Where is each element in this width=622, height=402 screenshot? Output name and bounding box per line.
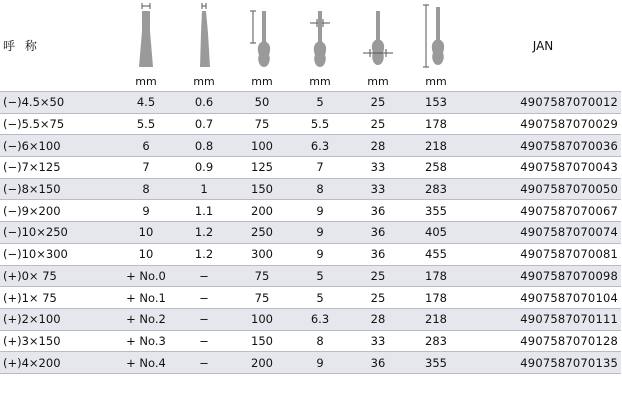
blade-thickness-cell: 1: [200, 182, 208, 197]
nominal-size-cell: (+)4×200: [3, 355, 61, 370]
nominal-size-cell: (+)3×150: [3, 333, 61, 348]
shaft-diameter-cell: 5: [316, 95, 324, 110]
table-row: [0, 222, 621, 244]
blade-width-cell: + No.4: [126, 355, 166, 370]
jan-code-cell: 4907587070043: [520, 160, 618, 175]
blade-thickness-cell: −: [199, 312, 209, 327]
nominal-size-cell: (+)0× 75: [3, 268, 57, 283]
blade-width-cell: + No.0: [126, 268, 166, 283]
jan-code-cell: 4907587070074: [520, 225, 618, 240]
handle-diameter-icon: [349, 0, 407, 72]
blade-length-cell: 75: [254, 117, 270, 132]
header-icon-row: [0, 0, 621, 72]
handle-diameter-cell: 36: [370, 355, 386, 370]
blade-width-cell: 4.5: [136, 95, 156, 110]
table-row: [0, 157, 621, 179]
overall-length-cell: 283: [425, 333, 447, 348]
jan-code-cell: 4907587070098: [520, 268, 618, 283]
handle-diameter-cell: 25: [370, 117, 386, 132]
overall-length-cell: 218: [425, 312, 447, 327]
blade-thickness-cell: 0.7: [194, 117, 214, 132]
nominal-size-cell: (−)4.5×50: [3, 95, 65, 110]
shaft-diameter-cell: 8: [316, 333, 324, 348]
blade-thickness-cell: 1.1: [194, 203, 214, 218]
handle-diameter-cell: 28: [370, 312, 386, 327]
blade-width-cell: 7: [142, 160, 150, 175]
nominal-size-cell: (−)6×100: [3, 138, 61, 153]
handle-diameter-cell: 33: [370, 160, 386, 175]
table-row: [0, 178, 621, 200]
overall-length-cell: 153: [425, 95, 447, 110]
nominal-size-cell: (−)7×125: [3, 160, 61, 175]
blade-length-cell: 75: [254, 290, 270, 305]
blade-length-cell: 100: [251, 138, 273, 153]
table-row: [0, 352, 621, 374]
table-row: [0, 243, 621, 265]
handle-diameter-cell: 28: [370, 138, 386, 153]
handle-diameter-cell: 33: [370, 182, 386, 197]
blade-width-cell: 8: [142, 182, 150, 197]
shaft-diameter-cell: 5.5: [310, 117, 330, 132]
table-row: [0, 200, 621, 222]
blade-width-cell: + No.1: [126, 290, 166, 305]
overall-length-cell: 178: [425, 268, 447, 283]
overall-length-cell: 218: [425, 138, 447, 153]
table-row: [0, 308, 621, 330]
blade-length-cell: 250: [251, 225, 273, 240]
unit-label: mm: [193, 75, 215, 88]
jan-code-cell: 4907587070104: [520, 290, 618, 305]
jan-code-cell: 4907587070111: [520, 312, 618, 327]
name-column-header: 呼 称: [3, 39, 40, 53]
unit-label: mm: [251, 75, 273, 88]
shaft-diameter-cell: 6.3: [310, 138, 330, 153]
blade-thickness-cell: −: [199, 268, 209, 283]
table-row: [0, 92, 621, 114]
blade-thickness-cell: 0.6: [194, 95, 214, 110]
jan-code-cell: 4907587070135: [520, 355, 618, 370]
shaft-diameter-cell: 9: [316, 225, 324, 240]
jan-code-cell: 4907587070067: [520, 203, 618, 218]
handle-diameter-cell: 36: [370, 225, 386, 240]
blade-length-cell: 300: [251, 247, 273, 262]
blade-width-cell: 6: [142, 138, 150, 153]
nominal-size-cell: (+)2×100: [3, 312, 61, 327]
blade-length-cell: 75: [254, 268, 270, 283]
jan-code-cell: 4907587070050: [520, 182, 618, 197]
overall-length-cell: 455: [425, 247, 447, 262]
overall-length-cell: 178: [425, 117, 447, 132]
overall-length-cell: 355: [425, 355, 447, 370]
unit-label: mm: [135, 75, 157, 88]
jan-column-header: JAN: [532, 38, 554, 53]
overall-length-cell: 355: [425, 203, 447, 218]
table-row: [0, 287, 621, 309]
jan-code-cell: 4907587070128: [520, 333, 618, 348]
table-row: [0, 265, 621, 287]
blade-length-cell: 200: [251, 355, 273, 370]
blade-width-cell: 9: [142, 203, 150, 218]
shaft-diameter-cell: 6.3: [310, 312, 330, 327]
jan-code-cell: 4907587070081: [520, 247, 618, 262]
blade-width-cell: 5.5: [136, 117, 156, 132]
blade-length-cell: 100: [251, 312, 273, 327]
overall-length-cell: 258: [425, 160, 447, 175]
blade-width-cell: 10: [138, 225, 154, 240]
blade-length-cell: 200: [251, 203, 273, 218]
overall-length-icon: [407, 0, 465, 72]
blade-length-cell: 125: [251, 160, 273, 175]
shaft-diameter-cell: 9: [316, 203, 324, 218]
shaft-diameter-cell: 5: [316, 268, 324, 283]
handle-diameter-cell: 33: [370, 333, 386, 348]
nominal-size-cell: (−)10×250: [3, 225, 68, 240]
blade-thickness-cell: 1.2: [194, 225, 214, 240]
nominal-size-cell: (−)9×200: [3, 203, 61, 218]
jan-code-cell: 4907587070012: [520, 95, 618, 110]
nominal-size-cell: (−)8×150: [3, 182, 61, 197]
blade-thickness-cell: 0.9: [194, 160, 214, 175]
blade-length-icon: [233, 0, 291, 72]
blade-tip-thickness-icon: [175, 0, 233, 72]
overall-length-cell: 405: [425, 225, 447, 240]
blade-length-cell: 50: [254, 95, 270, 110]
shaft-diameter-cell: 8: [316, 182, 324, 197]
blade-thickness-cell: −: [199, 355, 209, 370]
blade-width-cell: + No.3: [126, 333, 166, 348]
unit-label: mm: [425, 75, 447, 88]
unit-label: mm: [367, 75, 389, 88]
nominal-size-cell: (−)10×300: [3, 247, 68, 262]
table-row: [0, 330, 621, 352]
blade-width-cell: + No.2: [126, 312, 166, 327]
table-row: [0, 135, 621, 157]
nominal-size-cell: (−)5.5×75: [3, 117, 65, 132]
unit-label: mm: [309, 75, 331, 88]
handle-diameter-cell: 25: [370, 290, 386, 305]
blade-thickness-cell: −: [199, 290, 209, 305]
shaft-diameter-cell: 9: [316, 247, 324, 262]
table-body: [0, 92, 621, 374]
handle-diameter-cell: 25: [370, 268, 386, 283]
shaft-diameter-cell: 5: [316, 290, 324, 305]
overall-length-cell: 283: [425, 182, 447, 197]
jan-code-cell: 4907587070029: [520, 117, 618, 132]
nominal-size-cell: (+)1× 75: [3, 290, 57, 305]
handle-diameter-cell: 25: [370, 95, 386, 110]
table-row: [0, 113, 621, 135]
blade-thickness-cell: 0.8: [194, 138, 214, 153]
shaft-diameter-cell: 9: [316, 355, 324, 370]
blade-width-cell: 10: [138, 247, 154, 262]
jan-code-cell: 4907587070036: [520, 138, 618, 153]
blade-width-icon: [117, 0, 175, 72]
blade-length-cell: 150: [251, 333, 273, 348]
overall-length-cell: 178: [425, 290, 447, 305]
blade-length-cell: 150: [251, 182, 273, 197]
blade-thickness-cell: −: [199, 333, 209, 348]
shaft-diameter-cell: 7: [316, 160, 324, 175]
blade-thickness-cell: 1.2: [194, 247, 214, 262]
handle-diameter-cell: 36: [370, 247, 386, 262]
handle-diameter-cell: 36: [370, 203, 386, 218]
shaft-diameter-icon: [291, 0, 349, 72]
